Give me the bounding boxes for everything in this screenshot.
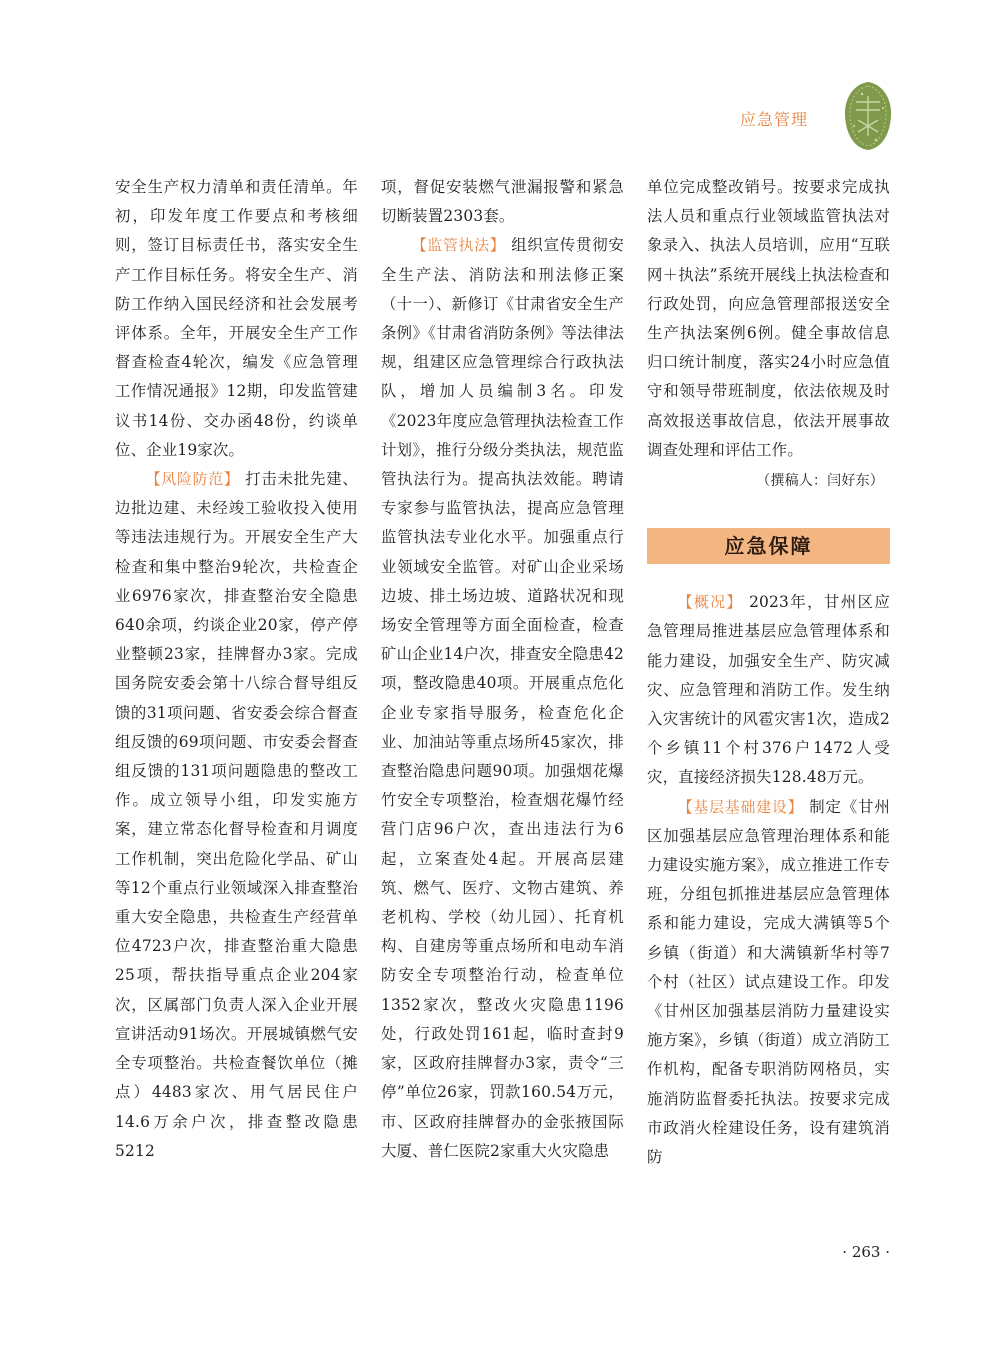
- column-middle: [381, 173, 624, 1166]
- keyword-heading: 【概况】: [677, 594, 743, 612]
- column-left: [115, 173, 358, 1166]
- keyword-heading: 【监管执法】: [411, 237, 506, 255]
- paragraph-supervision-enforcement: [381, 231, 624, 1166]
- paragraph: 安全生产权力清单和责任清单。年初，印发年度工作要点和考核细则，签订目标责任书，落实安全生产工作目标任务。将安全生产、消防工作纳入国民经济和社会发展考评体系。全年，开展安全生产工作督查检查4轮次，编发《应急管理工作情况通报》12期，印发监管建议书14份、交办函48份，约谈单位、企业19家次。: [115, 178, 358, 459]
- keyword-heading: 【基层基础建设】: [677, 798, 804, 816]
- paragraph-risk-prevention: [115, 465, 358, 1166]
- column-right: [647, 173, 890, 1172]
- paragraph-text: 2023年，甘州区应急管理局推进基层应急管理体系和能力建设，加强安全生产、防灾减灾、应急管理和消防工作。发生纳入灾害统计的风雹灾害1次，造成2个乡镇11个村376户1472人受灾，直接经济损失128.48万元。: [647, 593, 890, 787]
- paragraph-overview: [647, 588, 890, 792]
- paragraph-text: 组织宣传贯彻安全生产法、消防法和刑法修正案（十一）、新修订《甘肃省安全生产条例》《甘肃省消防条例》等法律法规，组建区应急管理综合行政执法队，增加人员编制3名。印发《2023年度应急管理执法检查工作计划》，推行分级分类执法，规范监管执法行为。提高执法效能。聘请专家参与监管执法，提高应急管理监管执法专业化水平。加强重点行业领域安全监管。对矿山企业采场边坡、排土场边坡、道路状况和现场安全管理等方面全面检查，检查矿山企业14户次，排查安全隐患42项，整改隐患40项。开展重点危化企业专家指导服务，检查危化企业、加油站等重点场所45家次，排查整治隐患问题90项。加强烟花爆竹安全专项整治，检查烟花爆竹经营门店96户次，查出违法行为6起，立案查处4起。开展高层建筑、燃气、医疗、文物古建筑、养老机构、学校（幼儿园）、托育机构、自建房等重点场所和电动车消防安全专项整治行动，检查单位1352家次，整改火灾隐患1196处，行政处罚161起，临时查封9家，区政府挂牌督办3家，责令“三停”单位26家，罚款160.54万元，市、区政府挂牌督办的金张掖国际大厦、普仁医院2家重大火灾隐患: [381, 236, 625, 1160]
- paragraph: 单位完成整改销号。按要求完成执法人员和重点行业领域监管执法对象录入、执法人员培训，应用“互联网＋执法”系统开展线上执法检查和行政处罚，向应急管理部报送安全生产执法案例6例。健全事故信息归口统计制度，落实24小时应急值守和领导带班制度，依法依规及时高效报送事故信息，依法开展事故调查处理和评估工作。: [647, 178, 890, 459]
- paragraph-text: 制定《甘州区加强基层应急管理治理体系和能力建设实施方案》，成立推进工作专班，分组包抓推进基层应急管理体系和能力建设，完成大满镇等5个乡镇（街道）和大满镇新华村等7个村（社区）试点建设工作。印发《甘州区加强基层消防力量建设实施方案》，乡镇（街道）成立消防工作机构，配备专职消防网格员，实施消防监督委托执法。按要求完成市政消火栓建设任务，设有建筑消防: [647, 797, 890, 1167]
- paragraph: 项，督促安装燃气泄漏报警和紧急切断装置2303套。: [381, 178, 624, 226]
- paragraph-grassroots-construction: [647, 793, 890, 1173]
- page-number: · 263 ·: [842, 1243, 890, 1261]
- keyword-heading: 【风险防范】: [145, 471, 240, 489]
- paragraph-text: 打击未批先建、边批边建、未经竣工验收投入使用等违法违规行为。开展安全生产大检查和集中整治9轮次，共检查企业6976家次，排查整治安全隐患640余项，约谈企业20家，停产停业整顿23家，挂牌督办3家。完成国务院安委会第十八综合督导组反馈的31项问题、省安委会综合督查组反馈的69项问题、市安委会督查组反馈的131项问题隐患的整改工作。成立领导小组，印发实施方案，建立常态化督导检查和月调度工作机制，突出危险化学品、矿山等12个重点行业领域深入排查整治重大安全隐患，共检查生产经营单位4723户次，排查整治重大隐患25项，帮扶指导重点企业204家次，区属部门负责人深入企业开展宣讲活动91场次。开展城镇燃气安全专项整治。共检查餐饮单位（摊点）4483家次、用气居民住户14.6万余户次，排查整改隐患5212: [115, 470, 359, 1160]
- section-header-title: 应急管理: [740, 110, 809, 129]
- author-credit: （撰稿人：闫好东）: [756, 473, 884, 490]
- section-banner-title: 应急保障: [647, 528, 890, 564]
- seal-emblem: [842, 80, 894, 152]
